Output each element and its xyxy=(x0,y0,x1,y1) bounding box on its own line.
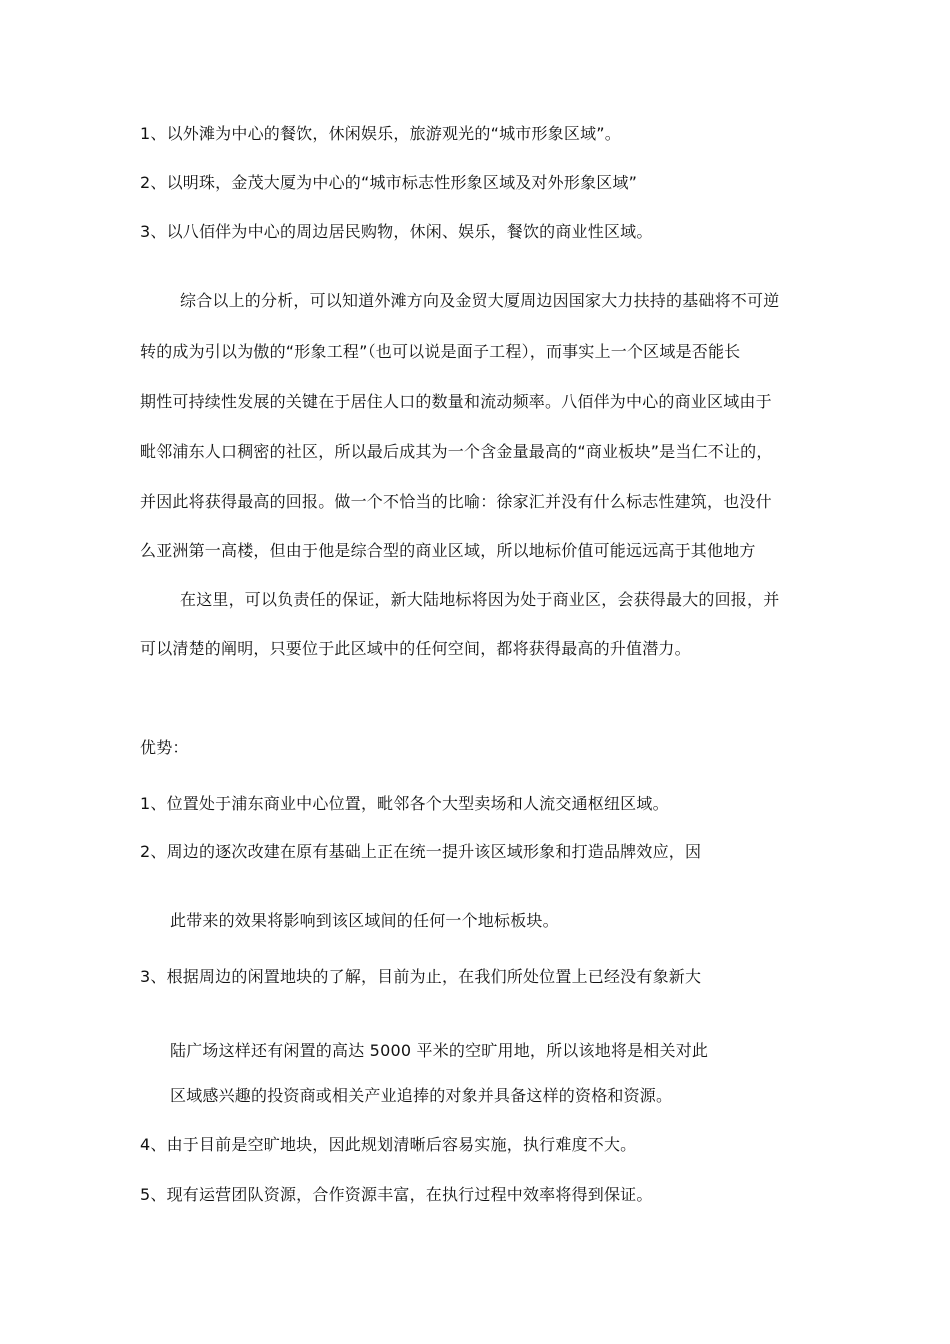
advantage-item-3-continued-2: 区域感兴趣的投资商或相关产业追捧的对象并具备这样的资格和资源。 xyxy=(170,1086,673,1105)
advantage-item-2: 2、周边的逐次改建在原有基础上正在统一提升该区域形象和打造品牌效应，因 xyxy=(140,842,702,861)
advantage-item-1: 1、位置处于浦东商业中心位置，毗邻各个大型卖场和人流交通枢纽区域。 xyxy=(140,794,669,813)
advantage-item-2-continued: 此带来的效果将影响到该区域间的任何一个地标板块。 xyxy=(170,911,559,930)
zone-item-1: 1、以外滩为中心的餐饮，休闲娱乐，旅游观光的“城市形象区域”。 xyxy=(140,124,621,143)
conclusion-line-2: 可以清楚的阐明，只要位于此区域中的任何空间，都将获得最高的升值潜力。 xyxy=(140,639,691,658)
analysis-line-2: 转的成为引以为傲的“形象工程”（也可以说是面子工程），而事实上一个区域是否能长 xyxy=(140,342,741,361)
advantage-item-4: 4、由于目前是空旷地块，因此规划清晰后容易实施，执行难度不大。 xyxy=(140,1135,637,1154)
analysis-line-3: 期性可持续性发展的关键在于居住人口的数量和流动频率。八佰伴为中心的商业区域由于 xyxy=(140,392,772,411)
advantage-item-3: 3、根据周边的闲置地块的了解，目前为止，在我们所处位置上已经没有象新大 xyxy=(140,967,702,986)
advantage-item-5: 5、现有运营团队资源，合作资源丰富，在执行过程中效率将得到保证。 xyxy=(140,1185,653,1204)
analysis-line-4: 毗邻浦东人口稠密的社区，所以最后成其为一个含金量最高的“商业板块”是当仁不让的， xyxy=(140,442,773,461)
analysis-line-1: 综合以上的分析，可以知道外滩方向及金贸大厦周边因国家大力扶持的基础将不可逆 xyxy=(180,291,780,310)
analysis-line-5: 并因此将获得最高的回报。做一个不恰当的比喻：徐家汇并没有什么标志性建筑，也没什 xyxy=(140,492,772,511)
advantages-heading: 优势： xyxy=(140,738,189,757)
analysis-line-6: 么亚洲第一高楼，但由于他是综合型的商业区域，所以地标价值可能远远高于其他地方 xyxy=(140,541,756,560)
conclusion-line-1: 在这里，可以负责任的保证，新大陆地标将因为处于商业区，会获得最大的回报，并 xyxy=(180,590,780,609)
advantage-item-3-continued-1: 陆广场这样还有闲置的高达 5000 平米的空旷用地，所以该地将是相关对此 xyxy=(170,1041,709,1060)
zone-item-3: 3、以八佰伴为中心的周边居民购物，休闲、娱乐，餐饮的商业性区域。 xyxy=(140,222,653,241)
zone-item-2: 2、以明珠，金茂大厦为中心的“城市标志性形象区域及对外形象区域” xyxy=(140,173,638,192)
